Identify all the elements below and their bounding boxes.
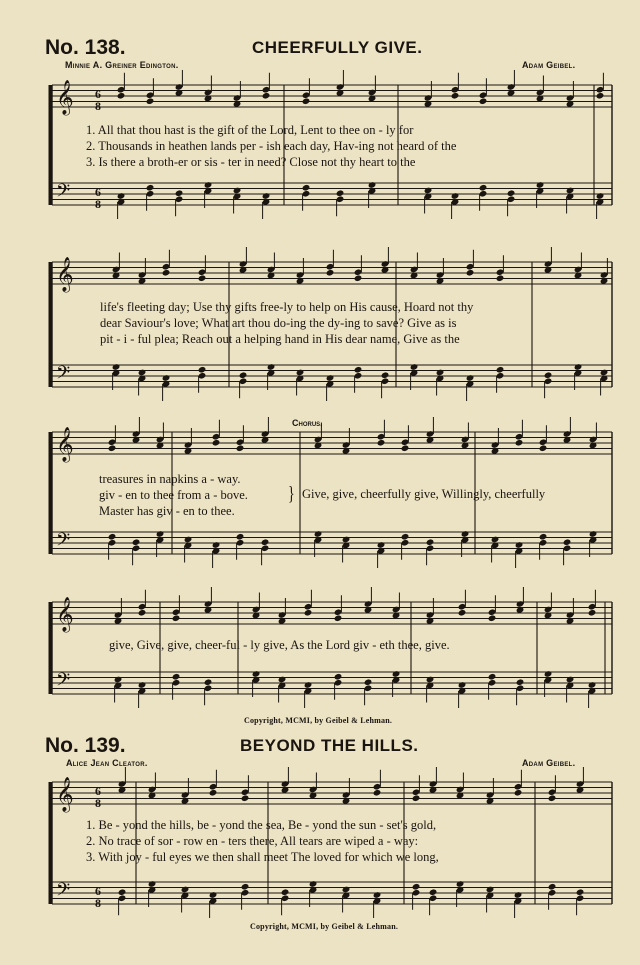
- note-head: [479, 184, 488, 192]
- hymn-title: BEYOND THE HILLS.: [240, 736, 419, 755]
- note-head: [309, 880, 318, 888]
- note-head: [236, 533, 245, 541]
- note-head: [108, 533, 117, 541]
- note-head: [334, 614, 343, 622]
- note-head: [212, 439, 221, 447]
- note-head: [326, 269, 335, 277]
- lyric-line: 2. Thousands in heathen lands per - ish each day, Hav-ing not heard of the: [86, 139, 457, 153]
- note-head: [479, 97, 488, 105]
- note-head: [204, 181, 213, 189]
- note-head: [596, 192, 605, 200]
- note-head: [539, 444, 548, 452]
- time-signature: 8: [95, 896, 101, 910]
- time-signature: 6: [95, 784, 101, 798]
- note-head: [576, 888, 585, 896]
- note-head: [114, 676, 123, 684]
- lyric-line: give, Give, give, cheer-ful - ly give, As the Lord giv - eth thee, give.: [109, 638, 450, 652]
- note-head: [424, 187, 433, 195]
- note-head: [392, 670, 401, 678]
- note-head: [132, 538, 141, 546]
- note-head: [281, 888, 290, 896]
- note-head: [426, 676, 435, 684]
- note-head: [514, 789, 523, 797]
- note-head: [548, 883, 557, 891]
- note-head: [588, 681, 597, 689]
- note-head: [456, 880, 465, 888]
- time-signature: 8: [95, 99, 101, 113]
- note-head: [515, 439, 524, 447]
- composer-credit: Adam Geibel.: [522, 758, 576, 768]
- hymn-number: No. 139.: [45, 734, 126, 757]
- note-head: [336, 189, 345, 197]
- note-head: [596, 92, 605, 100]
- note-head: [412, 794, 421, 802]
- composer-credit: Adam Geibel.: [522, 60, 576, 70]
- note-head: [574, 363, 583, 371]
- note-head: [184, 536, 193, 544]
- note-head: [536, 181, 545, 189]
- note-head: [262, 92, 271, 100]
- lyric-line: giv - en to thee from a - bove.: [99, 488, 248, 502]
- bass-clef-icon: 𝄢: [56, 670, 71, 695]
- note-head: [156, 530, 165, 538]
- note-head: [589, 530, 598, 538]
- note-head: [342, 536, 351, 544]
- note-head: [373, 789, 382, 797]
- note-head: [162, 269, 171, 277]
- lyric-line: 2. No trace of sor - row en - ters there, All tears are wiped a - way:: [86, 834, 419, 848]
- note-head: [516, 678, 525, 686]
- note-head: [314, 530, 323, 538]
- note-head: [458, 681, 467, 689]
- note-head: [496, 366, 505, 374]
- note-head: [410, 363, 419, 371]
- note-head: [488, 614, 497, 622]
- note-head: [241, 794, 250, 802]
- lyric-line: Give, give, cheerfully give, Willingly, cheerfully: [302, 487, 546, 501]
- note-head: [261, 538, 270, 546]
- note-head: [172, 673, 181, 681]
- note-head: [354, 274, 363, 282]
- copyright: Copyright, MCMI, by Geibel & Lehman.: [250, 922, 399, 931]
- note-head: [204, 678, 213, 686]
- note-head: [296, 369, 305, 377]
- note-head: [241, 883, 250, 891]
- note-head: [566, 187, 575, 195]
- note-head: [461, 530, 470, 538]
- lyric-line: 3. Is there a broth-er or sis - ter in need? Close not thy heart to the: [86, 155, 416, 169]
- note-head: [588, 609, 597, 617]
- note-head: [138, 681, 147, 689]
- note-head: [138, 609, 147, 617]
- lyric-line: pit - i - ful plea; Reach out a helping hand in His dear name, Give as the: [100, 332, 460, 346]
- time-signature: 8: [95, 796, 101, 810]
- note-head: [429, 888, 438, 896]
- note-head: [162, 374, 171, 382]
- note-head: [377, 439, 386, 447]
- note-head: [262, 192, 271, 200]
- lyric-line: treasures in napkins a - way.: [99, 472, 241, 486]
- note-head: [198, 366, 207, 374]
- note-head: [496, 274, 505, 282]
- time-signature: 6: [95, 185, 101, 199]
- note-head: [233, 187, 242, 195]
- lyricist-credit: Alice Jean Cleator.: [66, 758, 148, 768]
- time-signature: 6: [95, 884, 101, 898]
- lyric-line: 1. Be - yond the hills, be - yond the sea, Be - yond the sun - set's gold,: [86, 818, 437, 832]
- note-head: [466, 269, 475, 277]
- note-head: [539, 533, 548, 541]
- note-head: [377, 541, 386, 549]
- note-head: [108, 444, 117, 452]
- note-head: [544, 371, 553, 379]
- hymn-number: No. 138.: [45, 36, 126, 59]
- note-head: [563, 538, 572, 546]
- note-head: [138, 369, 147, 377]
- bass-clef-icon: 𝄢: [56, 880, 71, 905]
- note-head: [209, 789, 218, 797]
- note-head: [451, 192, 460, 200]
- note-head: [458, 609, 467, 617]
- note-head: [466, 374, 475, 382]
- note-head: [252, 670, 261, 678]
- treble-clef-icon: 𝄞: [56, 257, 74, 292]
- note-head: [209, 891, 218, 899]
- note-head: [148, 880, 157, 888]
- note-head: [326, 374, 335, 382]
- note-head: [146, 184, 155, 192]
- note-head: [364, 678, 373, 686]
- note-head: [117, 192, 126, 200]
- note-head: [544, 670, 553, 678]
- note-head: [451, 92, 460, 100]
- note-head: [175, 189, 184, 197]
- note-head: [212, 541, 221, 549]
- note-head: [412, 883, 421, 891]
- note-head: [507, 189, 516, 197]
- note-head: [401, 444, 410, 452]
- treble-clef-icon: 𝄞: [56, 777, 74, 812]
- note-head: [354, 366, 363, 374]
- note-head: [112, 363, 121, 371]
- lyricist-credit: Minnie A. Greiner Edington.: [65, 60, 179, 70]
- hymn-title: CHEERFULLY GIVE.: [252, 38, 423, 57]
- note-head: [514, 891, 523, 899]
- note-head: [373, 891, 382, 899]
- lyric-line: life's fleeting day; Use thy gifts free-ly to help on His cause, Hoard not thy: [100, 300, 474, 314]
- treble-clef-icon: 𝄞: [56, 80, 74, 115]
- lyric-line: 1. All that thou hast is the gift of the Lord, Lent to thee on - ly for: [86, 123, 414, 137]
- lyric-line: dear Saviour's love; What art thou do-ing the dy-ing to save? Give as is: [100, 316, 457, 330]
- note-head: [302, 184, 311, 192]
- bass-clef-icon: 𝄢: [56, 530, 71, 555]
- note-head: [491, 536, 500, 544]
- lyric-line: 3. With joy - ful eyes we then shall meet The loved for which we long,: [86, 850, 439, 864]
- note-head: [548, 794, 557, 802]
- note-head: [600, 369, 609, 377]
- note-head: [181, 886, 190, 894]
- note-head: [304, 609, 313, 617]
- treble-clef-icon: 𝄞: [56, 597, 74, 632]
- copyright: Copyright, MCMI, by Geibel & Lehman.: [244, 716, 393, 725]
- bass-clef-icon: 𝄢: [56, 181, 71, 206]
- note-head: [146, 97, 155, 105]
- note-head: [302, 97, 311, 105]
- note-head: [334, 673, 343, 681]
- note-head: [236, 444, 245, 452]
- note-head: [488, 673, 497, 681]
- note-head: [566, 676, 575, 684]
- brace: }: [288, 483, 295, 505]
- note-head: [278, 676, 287, 684]
- note-head: [381, 371, 390, 379]
- note-head: [267, 363, 276, 371]
- note-head: [426, 538, 435, 546]
- note-head: [515, 541, 524, 549]
- note-head: [172, 614, 181, 622]
- time-signature: 6: [95, 87, 101, 101]
- note-head: [304, 681, 313, 689]
- chorus-label: Chorus.: [292, 418, 323, 428]
- note-head: [198, 274, 207, 282]
- treble-clef-icon: 𝄞: [56, 427, 74, 462]
- note-head: [117, 92, 126, 100]
- note-head: [401, 533, 410, 541]
- note-head: [436, 369, 445, 377]
- note-head: [486, 886, 495, 894]
- note-head: [368, 181, 377, 189]
- lyric-line: Master has giv - en to thee.: [99, 504, 235, 518]
- time-signature: 8: [95, 197, 101, 211]
- note-head: [118, 888, 127, 896]
- note-head: [342, 886, 351, 894]
- note-head: [239, 371, 248, 379]
- bass-clef-icon: 𝄢: [56, 363, 71, 388]
